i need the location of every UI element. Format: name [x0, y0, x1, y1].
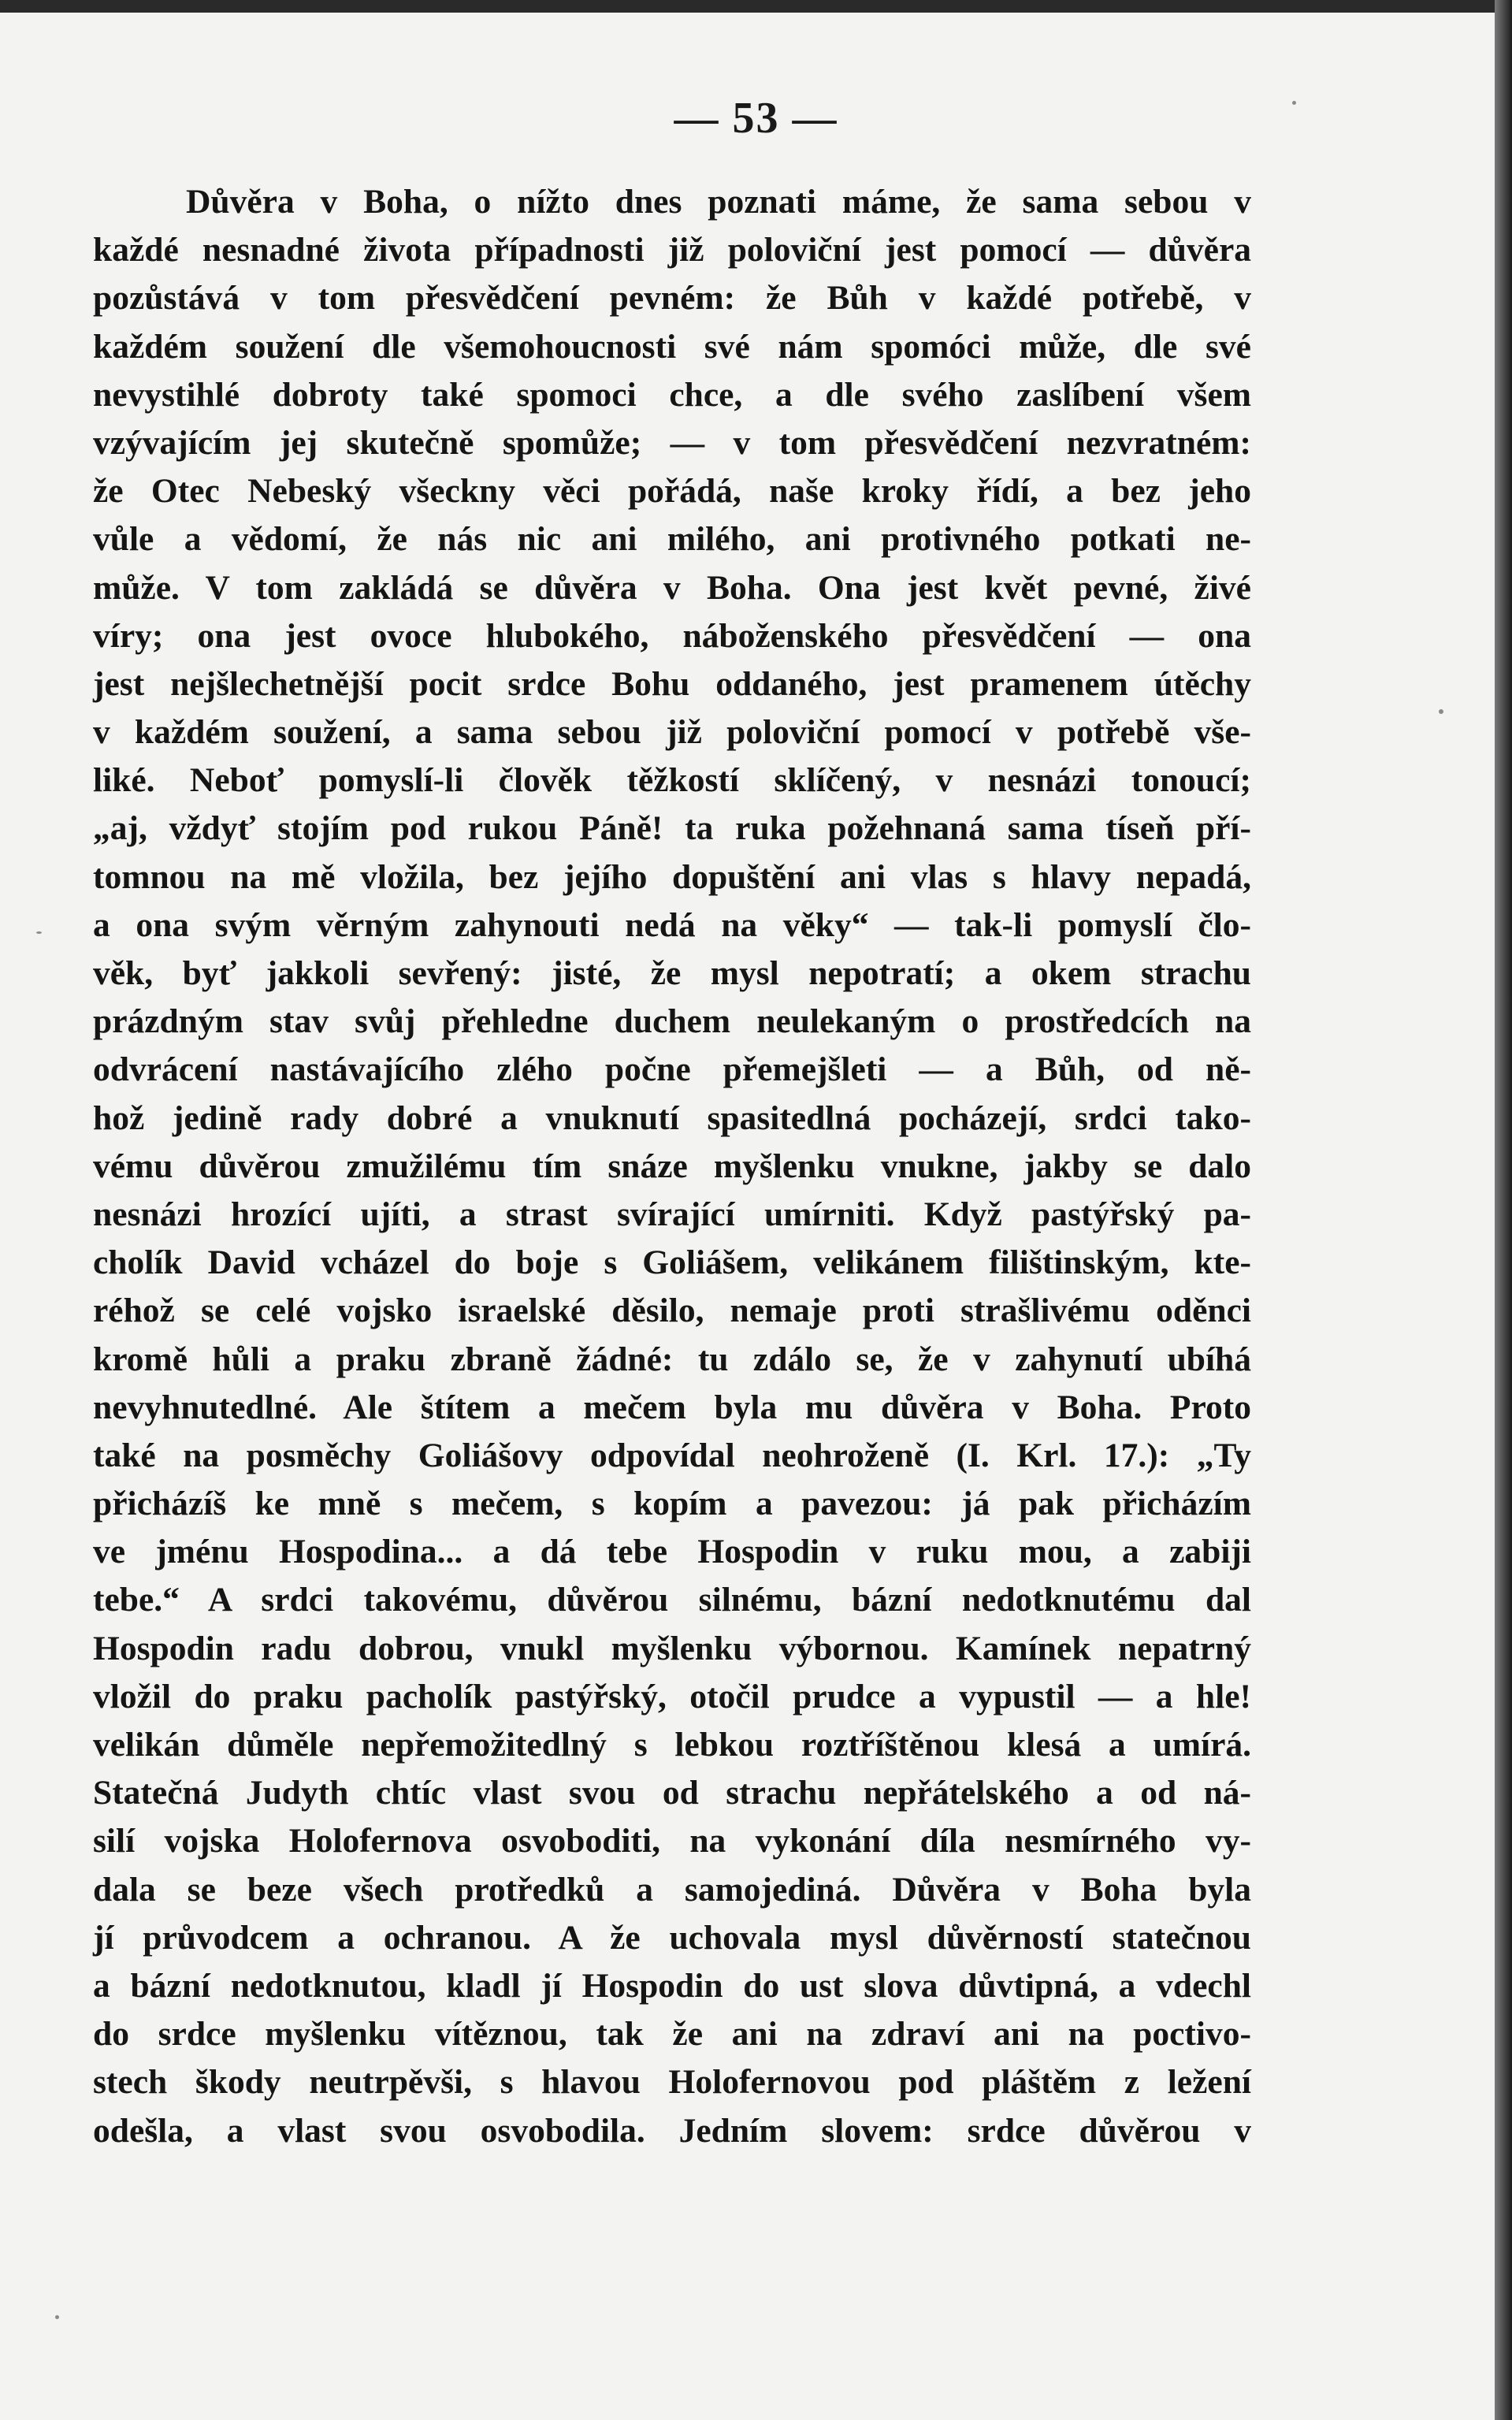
page-number: — 53 —	[674, 94, 838, 143]
text-line: dala se beze všech protředků a samojediná. Důvěra v Boha byla	[93, 1870, 1251, 1909]
scan-speck	[36, 931, 42, 934]
scan-speck	[55, 2315, 59, 2319]
text-line: prázdným stav svůj přehledne duchem neulekaným o prostředcích na	[93, 1002, 1251, 1041]
text-line: a ona svým věrným zahynouti nedá na věky“ — tak-li pomyslí člo-	[93, 905, 1251, 944]
scan-speck	[1292, 101, 1296, 105]
text-line: nevyhnutedlné. Ale štítem a mečem byla mu důvěra v Boha. Proto	[93, 1388, 1251, 1426]
text-line: velikán důměle nepřemožitedlný s lebkou roztříštěnou klesá a umírá.	[93, 1726, 1251, 1764]
scan-top-border	[0, 0, 1512, 13]
text-line: v každém soužení, a sama sebou již poloviční pomocí v potřebě vše-	[93, 713, 1251, 752]
text-line: vzývajícím jej skutečně spomůže; — v tom přesvědčení nezvratném:	[93, 423, 1251, 462]
text-line: jí průvodcem a ochranou. A že uchovala mysl důvěrností statečnou	[93, 1918, 1251, 1957]
text-line: každém soužení dle všemohoucnosti své nám spomóci může, dle své	[93, 327, 1251, 366]
text-line: Důvěra v Boha, o nížto dnes poznati máme, že sama sebou v	[186, 183, 1251, 221]
text-line: nevystihlé dobroty také spomoci chce, a dle svého zaslíbení všem	[93, 375, 1251, 414]
text-line: odvrácení nastávajícího zlého počne přemejšleti — a Bůh, od ně-	[93, 1050, 1251, 1089]
text-line: nesnázi hrozící ujíti, a strast svírající umírniti. Když pastýřský pa-	[93, 1195, 1251, 1233]
text-line: každé nesnadné života případnosti již poloviční jest pomocí — důvěra	[93, 231, 1251, 270]
text-line: víry; ona jest ovoce hlubokého, náboženského přesvědčení — ona	[93, 616, 1251, 655]
text-line: jest nejšlechetnější pocit srdce Bohu oddaného, jest pramenem útěchy	[93, 664, 1251, 703]
text-line: tomnou na mě vložila, bez jejího dopuštění ani vlas s hlavy nepadá,	[93, 857, 1251, 896]
body-text	[93, 178, 1251, 2155]
text-line: věk, byť jakkoli sevřený: jisté, že mysl nepotratí; a okem strachu	[93, 954, 1251, 992]
text-line: réhož se celé vojsko israelské děsilo, nemaje proti strašlivému oděnci	[93, 1292, 1251, 1330]
text-line: Hospodin radu dobrou, vnukl myšlenku výbornou. Kamínek nepatrný	[93, 1629, 1251, 1667]
text-line: vložil do praku pacholík pastýřský, otočil prudce a vypustil — a hle!	[93, 1677, 1251, 1716]
text-line: liké. Neboť pomyslí-li člověk těžkostí sklíčený, v nesnázi tonoucí;	[93, 761, 1251, 800]
text-line: vůle a vědomí, že nás nic ani milého, ani protivného potkati ne-	[93, 520, 1251, 559]
text-line: pozůstává v tom přesvědčení pevném: že Bůh v každé potřebě, v	[93, 279, 1251, 318]
text-line: cholík David vcházel do boje s Goliášem, velikánem filištinským, kte-	[93, 1243, 1251, 1282]
text-line: také na posměchy Goliášovy odpovídal neohroženě (I. Krl. 17.): „Ty	[93, 1436, 1251, 1474]
text-line: a bázní nedotknutou, kladl jí Hospodin do ust slova důvtipná, a vdechl	[93, 1966, 1251, 2005]
text-line: Statečná Judyth chtíc vlast svou od strachu nepřátelského a od ná-	[93, 1774, 1251, 1812]
text-line: hož jedině rady dobré a vnuknutí spasitedlná pocházejí, srdci tako-	[93, 1098, 1251, 1137]
text-line: odešla, a vlast svou osvobodila. Jedním slovem: srdce důvěrou v	[93, 2111, 1251, 2150]
text-line: silí vojska Holofernova osvoboditi, na vykonání díla nesmírného vy-	[93, 1822, 1251, 1861]
scan-speck	[1439, 709, 1443, 714]
text-line: stech škody neutrpěvši, s hlavou Holofernovou pod pláštěm z ležení	[93, 2063, 1251, 2102]
text-line: kromě hůli a praku zbraně žádné: tu zdálo se, že v zahynutí ubíhá	[93, 1340, 1251, 1378]
text-line: vému důvěrou zmužilému tím snáze myšlenku vnukne, jakby se dalo	[93, 1147, 1251, 1185]
text-line: „aj, vždyť stojím pod rukou Páně! ta ruka požehnaná sama tíseň pří-	[93, 809, 1251, 848]
scan-right-border	[1495, 0, 1512, 2420]
text-line: může. V tom zakládá se důvěra v Boha. Ona jest květ pevné, živé	[93, 568, 1251, 607]
text-line: přicházíš ke mně s mečem, s kopím a pavezou: já pak přicházím	[93, 1485, 1251, 1523]
text-line: ve jménu Hospodina... a dá tebe Hospodin v ruku mou, a zabiji	[93, 1533, 1251, 1571]
text-line: že Otec Nebeský všeckny věci pořádá, naše kroky řídí, a bez jeho	[93, 472, 1251, 511]
text-line: do srdce myšlenku vítěznou, tak že ani na zdraví ani na poctivo-	[93, 2015, 1251, 2054]
text-line: tebe.“ A srdci takovému, důvěrou silnému, bázní nedotknutému dal	[93, 1581, 1251, 1619]
